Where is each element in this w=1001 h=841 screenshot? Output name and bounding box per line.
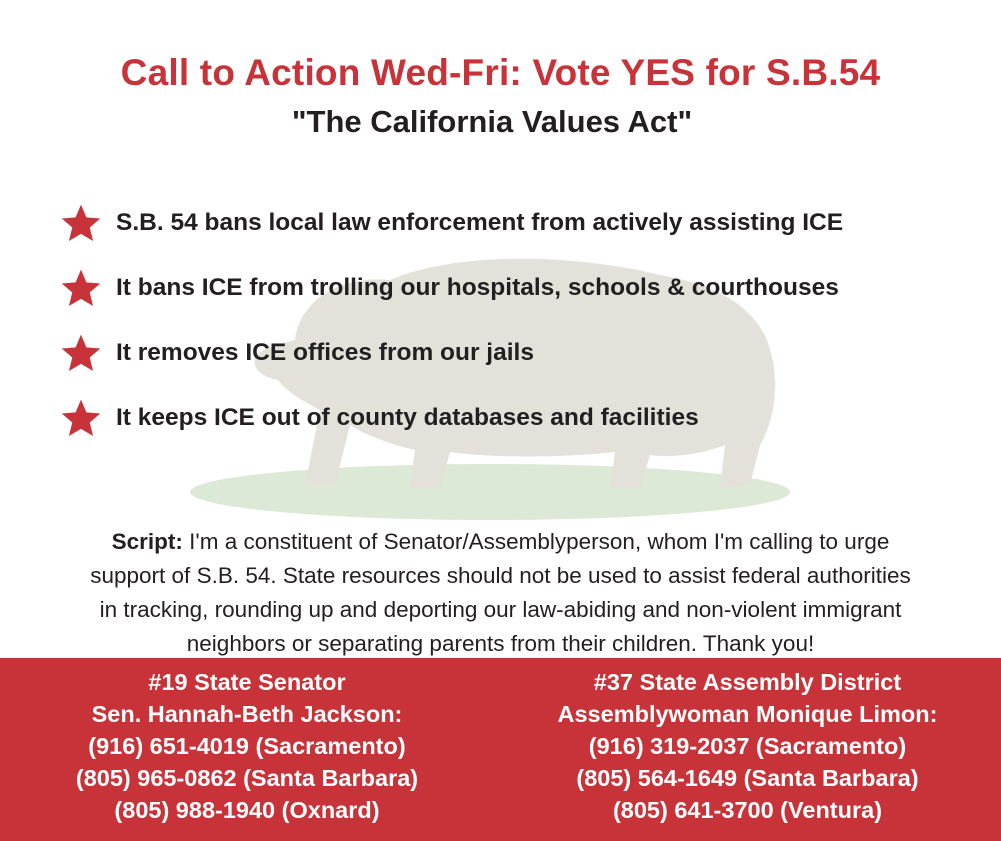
bullet-text: It bans ICE from trolling our hospitals, schools & courthouses [116,273,839,301]
list-item [60,190,990,255]
list-item [60,255,990,320]
script-label: Script: [111,529,183,554]
assembly-name: Assemblywoman Monique Limon: [557,701,938,727]
assembly-phone-santa-barbara[interactable]: (805) 564-1649 (Santa Barbara) [576,765,919,791]
contact-footer [0,658,1001,841]
bullet-text: S.B. 54 bans local law enforcement from actively assisting ICE [116,208,844,236]
bullet-list [60,190,990,450]
assembly-contact [494,666,1001,826]
assembly-phone-ventura[interactable]: (805) 641-3700 (Ventura) [612,797,883,823]
script-line [0,525,1001,559]
script-line: in tracking, rounding up and deporting our law-abiding and non-violent immigrant [99,597,902,622]
star-icon [60,397,102,439]
list-item [60,385,990,450]
assembly-heading: #37 State Assembly District [593,669,902,695]
senator-heading: #19 State Senator [148,669,346,695]
senator-contact [0,666,494,826]
senator-phone-sacramento[interactable]: (916) 651-4019 (Sacramento) [88,733,406,759]
senator-name: Sen. Hannah-Beth Jackson: [91,701,403,727]
page-title: Call to Action Wed-Fri: Vote YES for S.B.54 [120,52,881,93]
script-line: support of S.B. 54. State resources should not be used to assist federal authorities [90,563,911,588]
star-icon [60,267,102,309]
senator-phone-santa-barbara[interactable]: (805) 965-0862 (Santa Barbara) [75,765,419,791]
bullet-text: It removes ICE offices from our jails [116,338,534,366]
page-subtitle: "The California Values Act" [291,104,693,139]
bullet-text: It keeps ICE out of county databases and facilities [116,403,699,431]
star-icon [60,202,102,244]
assembly-phone-sacramento[interactable]: (916) 319-2037 (Sacramento) [588,733,907,759]
script-text: I'm a constituent of Senator/Assemblyperson, whom I'm calling to urge [182,529,890,554]
list-item [60,320,990,385]
star-icon [60,332,102,374]
script-line: neighbors or separating parents from their children. Thank you! [186,631,815,656]
call-script [0,525,1001,661]
senator-phone-oxnard[interactable]: (805) 988-1940 (Oxnard) [114,797,380,823]
